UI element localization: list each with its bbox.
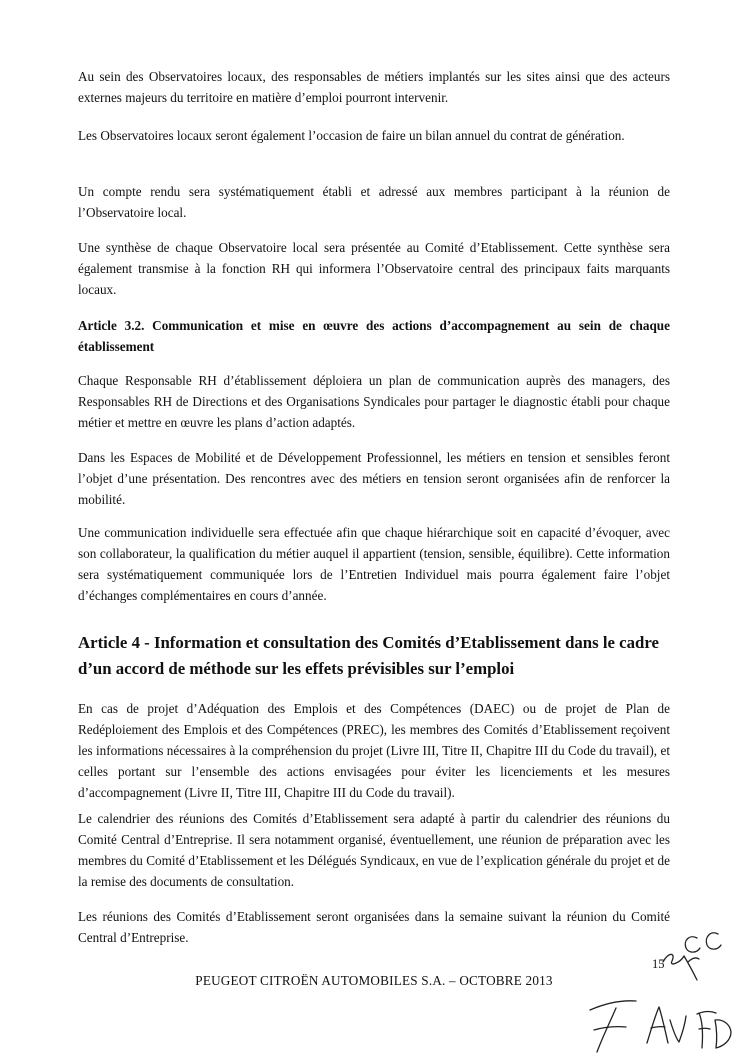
initials-cc-signature — [685, 933, 721, 952]
paragraph-bilan-annuel: Les Observatoires locaux seront également l’occasion de faire un bilan annuel du contrat de génération. — [78, 128, 625, 143]
article-4-heading: Article 4 - Information et consultation des Comités d’Etablissement dans le cadre d’un accord de méthode sur les effets prévisibles sur l’emploi — [78, 633, 659, 678]
initials-av-signature — [647, 1007, 686, 1043]
paragraph-plan-communication: Chaque Responsable RH d’établissement déploiera un plan de communication auprès des managers, des Responsables RH de Directions et des Organisations Syndicales pour partager le diagnostic établi pour chaque métier et mettre en œuvre les plans d’action adaptés. — [78, 373, 670, 430]
paragraph-projet-daec-prec: En cas de projet d’Adéquation des Emplois et des Compétences (DAEC) ou de projet de Plan de Redéploiement des Emplois et des Compétences (PREC), les membres des Comités d’Etablissement reçoivent les informations nécessaires à la compréhension du projet (Livre III, Titre II, Chapitre III du Code du travail), et celles portant sur l’ensemble des actions envisagées pour éviter les licenciements et les mesures d’accompagnement (Livre II, Titre III, Chapitre III du Code du travail). — [78, 701, 670, 800]
paragraph-observatoires-intervenants: Au sein des Observatoires locaux, des responsables de métiers implantés sur les sites ainsi que des acteurs externes majeurs du territoire en matière d’emploi pourront intervenir. — [78, 69, 670, 105]
paragraph-reunions-semaine: Les réunions des Comités d’Etablissement seront organisées dans la semaine suivant la réunion du Comité Central d’Entreprise. — [78, 909, 670, 945]
page-number: 15 — [652, 957, 665, 971]
page-footer: PEUGEOT CITROËN AUTOMOBILES S.A. – OCTOBRE 2013 — [195, 973, 553, 988]
paragraph-communication-individuelle: Une communication individuelle sera effectuée afin que chaque hiérarchique soit en capacité d’évoquer, avec son collaborateur, la qualification du métier auquel il appartient (tension, sensible, équilibre). Cette information sera systématiquement communiquée lors de l’Entretien Individuel mais pourra également faire l’objet d’échanges complémentaires en cours d’année. — [78, 525, 670, 603]
initials-t-signature — [590, 1001, 636, 1052]
paragraph-calendrier-reunions: Le calendrier des réunions des Comités d’Etablissement sera adapté à partir du calendrier des réunions du Comité Central d’Entreprise. Il sera notamment organisé, éventuellement, une réunion de préparation avec les membres du Comité d’Etablissement et les Délégués Syndicaux, en vue de l’explication générale du projet et de la remise des documents de consultation. — [78, 811, 670, 889]
paragraph-synthese: Une synthèse de chaque Observatoire local sera présentée au Comité d’Etablissement. Cette synthèse sera également transmise à la fonction RH qui informera l’Observatoire central des principaux faits marquants locaux. — [78, 240, 670, 297]
initials-fd-signature — [697, 1012, 731, 1048]
initials-scribble-signature — [663, 954, 699, 980]
paragraph-espaces-mobilite: Dans les Espaces de Mobilité et de Développement Professionnel, les métiers en tension et sensibles feront l’objet d’une présentation. Des rencontres avec des métiers en tension seront organisées afin de renforcer la mobilité. — [78, 450, 670, 507]
paragraph-compte-rendu: Un compte rendu sera systématiquement établi et adressé aux membres participant à la réunion de l’Observatoire local. — [78, 184, 670, 220]
article-3-2-heading: Article 3.2. Communication et mise en œuvre des actions d’accompagnement au sein de chaque établissement — [78, 318, 670, 354]
